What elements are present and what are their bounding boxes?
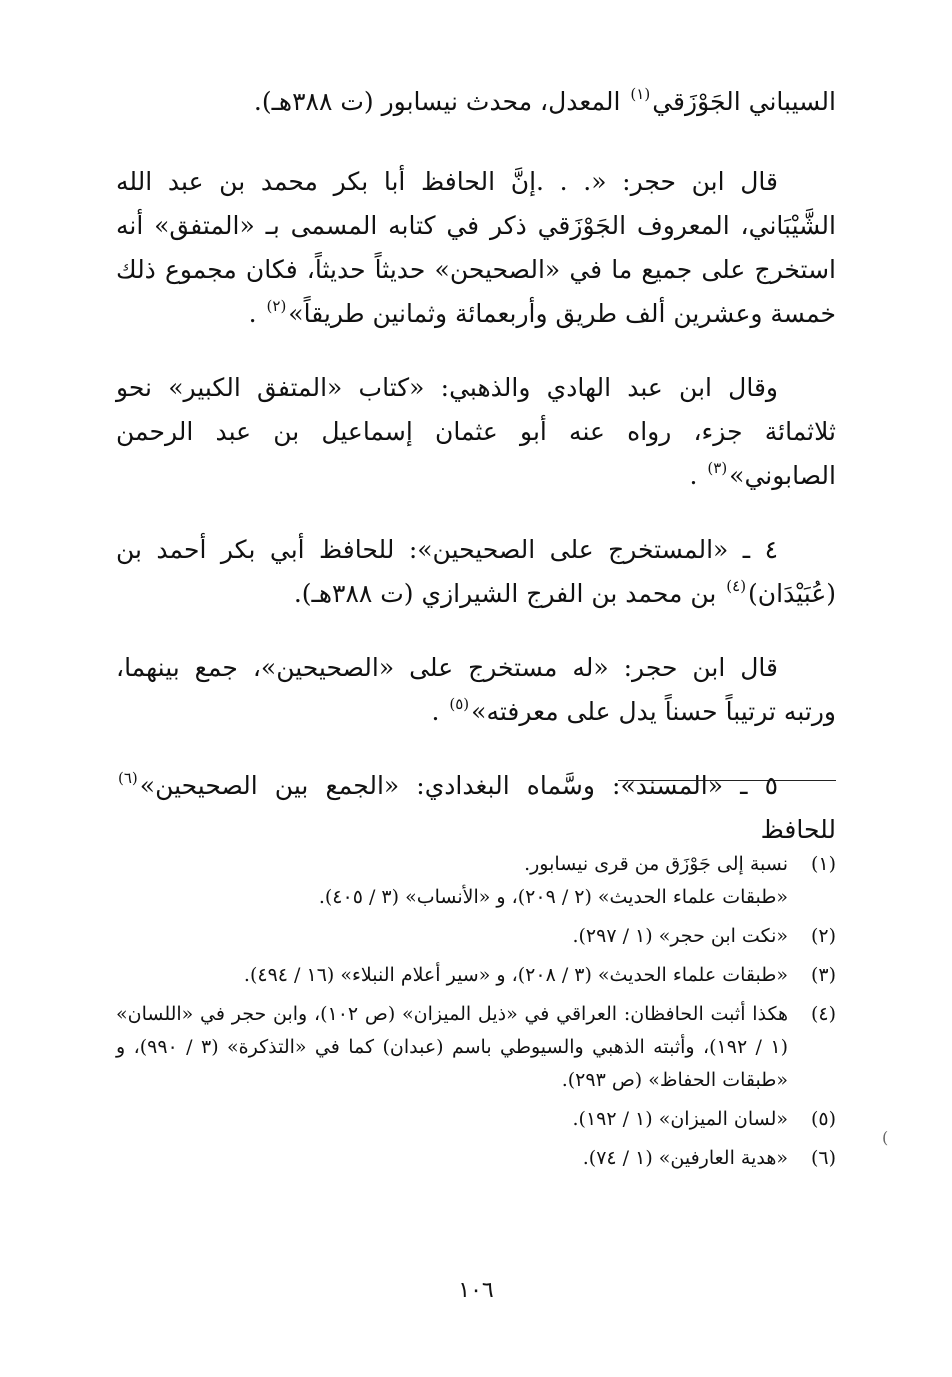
main-text [116,80,836,882]
text-run: ٤ ـ «المستخرج على الصحيحين»: للحافظ أبي بكر أحمد بن (عُبَيْدَان) [116,535,836,608]
footnote-number: (٤) [810,1003,836,1025]
footnote-text [116,848,788,881]
footnote-6 [116,1142,836,1175]
paragraph-1 [116,80,836,124]
footnote-4 [116,998,836,1097]
footnote-5 [116,1103,836,1136]
text-run: ٥ ـ «المسند»: وسَّماه البغدادي: «الجمع بين الصحيحين» [139,771,778,800]
footnote-line: «نكت ابن حجر» (١ / ٢٩٧). [572,925,788,947]
footnotes [116,848,836,1181]
footnote-ref[interactable]: (٢) [266,297,287,315]
text-run: قال ابن حجر: «. . .إنَّ الحافظ أبا بكر محمد بن عبد الله الشَّيْبَاني، المعروف الجَوْزَقي ذكر في كتابه المسمى بـ «المتفق» أنه استخرج على جميع ما في «الصحيحن» حديثاً حديثاً، فكان مجموع ذلك خمسة وعشرين ألف طريق وأربعمائة وثمانين طريقاً» [116,167,836,328]
text-run: للحافظ [760,815,836,844]
footnote-ref[interactable]: (٣) [707,459,728,477]
text-run: . [248,299,265,328]
footnote-ref[interactable]: (١) [630,85,651,103]
footnote-text [116,959,788,992]
footnote-number: (٥) [810,1108,836,1130]
paragraph-6 [116,764,836,852]
footnote-text [116,920,788,953]
footnote-divider [618,780,836,781]
text-run: قال ابن حجر: «له مستخرج على «الصحيحين»، جمع بينهما، ورتبه ترتيباً حسناً يدل على معرفته» [116,653,836,726]
page-number: ١٠٦ [458,1278,494,1303]
text-run: السيباني الجَوْزَقي [652,87,836,116]
margin-mark: ( [882,1128,889,1147]
footnote-line: «لسان الميزان» (١ / ١٩٢). [572,1108,788,1130]
footnote-number: (٢) [810,925,836,947]
footnote-ref[interactable]: (٦) [118,769,138,787]
footnote-text [116,1103,788,1136]
footnote-2 [116,920,836,953]
paragraph-4 [116,528,836,616]
text-run: بن محمد بن الفرج الشيرازي (ت ٣٨٨هـ). [293,579,725,608]
footnote-line: «طبقات علماء الحديث» (٢ / ٢٠٩)، و «الأنساب» (٣ / ٤٠٥). [318,886,788,908]
footnote-line: «طبقات علماء الحديث» (٣ / ٢٠٨)، و «سير أعلام النبلاء» (١٦ / ٤٩٤). [243,964,788,986]
footnote-ref[interactable]: (٥) [449,695,470,713]
footnote-number: (١) [810,853,836,875]
footnote-line: «هدية العارفين» (١ / ٧٤). [582,1147,788,1169]
footnote-line: هكذا أثبت الحافظان: العراقي في «ذيل الميزان» (ص ١٠٢)، وابن حجر في «اللسان» (١ / ١٩٢)، وأثبته الذهبي والسيوطي باسم (عبدان) كما في «التذكرة» (٣ / ٩٩٠)، و «طبقات الحفاظ» (ص ٢٩٣). [116,1003,789,1091]
paragraph-2 [116,160,836,336]
footnote-1-continuation [116,881,836,914]
footnote-number: (٦) [810,1147,836,1169]
text-run: المعدل، محدث نيسابور (ت ٣٨٨هـ). [253,87,629,116]
text-run: وقال ابن عبد الهادي والذهبي: «كتاب «المتفق الكبير» نحو ثلاثمائة جزء، رواه عنه أبو عثمان إسماعيل بن عبد الرحمن الصابوني» [116,373,836,490]
paragraph-5 [116,646,836,734]
paragraph-3 [116,366,836,498]
footnote-text [116,1142,788,1175]
text-run: . [431,697,448,726]
footnote-number: (٣) [810,964,836,986]
text-run: . [689,461,706,490]
footnote-line: نسبة إلى جَوْزَق من قرى نيسابور. [524,853,788,875]
footnote-3 [116,959,836,992]
footnote-text [116,998,788,1097]
footnote-1 [116,848,836,881]
footnote-ref[interactable]: (٤) [726,577,747,595]
